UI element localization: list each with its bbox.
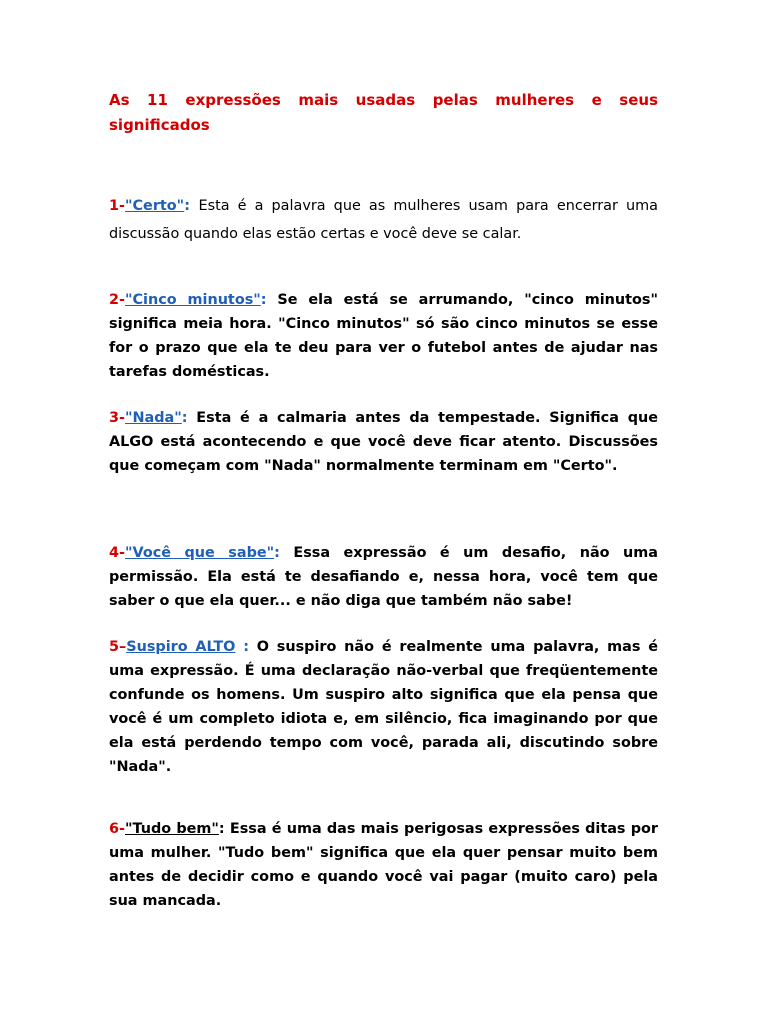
item-term: "Nada" [125, 410, 182, 426]
expression-item-6 [109, 817, 658, 913]
item-number: 5– [109, 639, 127, 655]
item-term: "Tudo bem" [125, 821, 219, 837]
item-body: Essa é uma das mais perigosas expressões ditas por uma mulher. "Tudo bem" significa que ela quer pensar muito bem antes de decidir como e quando você vai pagar (muito caro) pela sua mancada. [109, 821, 658, 909]
item-number: 2- [109, 292, 125, 308]
expression-item-3 [109, 406, 658, 478]
expression-item-4 [109, 541, 658, 613]
item-body: Se ela está se arrumando, "cinco minutos" significa meia hora. "Cinco minutos" só são cinco minutos se esse for o prazo que ela te deu para ver o futebol antes de ajudar nas tarefas domésticas. [109, 292, 658, 380]
item-body: O suspiro não é realmente uma palavra, mas é uma expressão. É uma declaração não-verbal que freqüentemente confunde os homens. Um suspiro alto significa que ela pensa que você é um completo idiota e, em silêncio, fica imaginando por que ela está perdendo tempo com você, parada ali, discutindo sobre "Nada". [109, 639, 659, 775]
item-term: "Certo" [125, 198, 185, 214]
item-body: Esta é a calmaria antes da tempestade. Significa que ALGO está acontecendo e que você deve ficar atento. Discussões que começam com "Nada" normalmente terminam em "Certo". [109, 410, 658, 474]
item-number: 1- [109, 198, 125, 214]
item-term: "Cinco minutos" [125, 292, 261, 308]
item-colon: : [274, 545, 280, 561]
item-colon: : [181, 410, 188, 426]
document-title [109, 88, 658, 138]
item-term: "Você que sabe" [125, 545, 275, 561]
item-colon: : [218, 821, 225, 837]
expression-item-2 [109, 288, 658, 384]
item-number: 3- [109, 410, 125, 426]
expression-item-5 [109, 635, 658, 779]
expression-item-1 [109, 192, 658, 248]
item-number: 6- [109, 821, 125, 837]
item-colon: : [184, 198, 190, 214]
title-line-2: significados [109, 116, 210, 134]
item-body: Esta é a palavra que as mulheres usam para encerrar uma discussão quando elas estão certas e você deve se calar. [109, 198, 658, 242]
item-colon: : [235, 639, 249, 655]
item-body: Essa expressão é um desafio, não uma permissão. Ela está te desafiando e, nessa hora, você tem que saber o que ela quer... e não diga que também não sabe! [109, 545, 658, 609]
item-colon: : [260, 292, 267, 308]
item-number: 4- [109, 545, 125, 561]
item-term: Suspiro ALTO [126, 639, 236, 655]
title-line-1: As 11 expressões mais usadas pelas mulheres e seus [109, 91, 658, 109]
